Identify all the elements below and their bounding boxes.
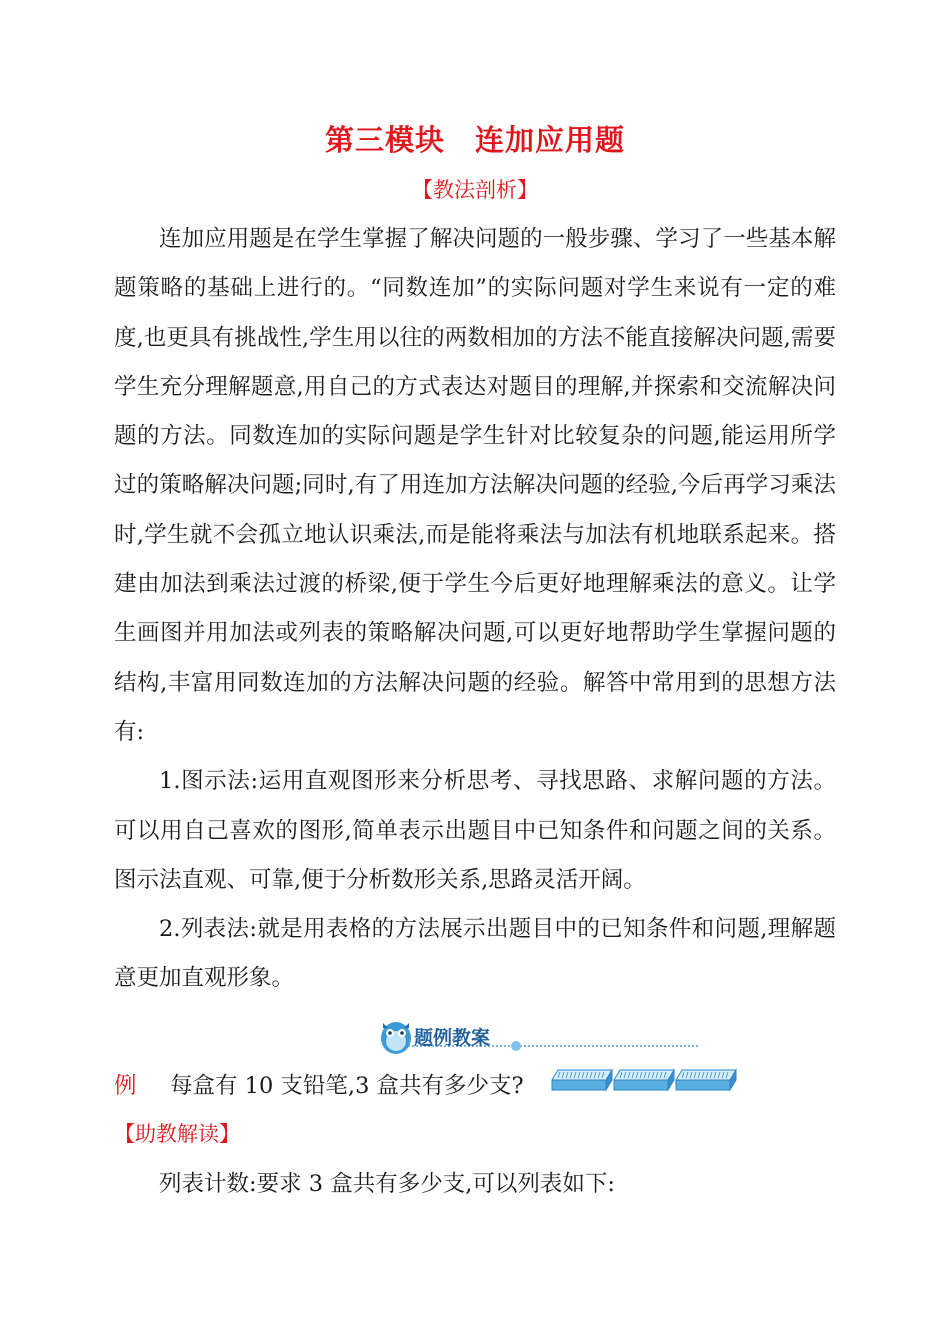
example-lesson-banner <box>376 1016 706 1062</box>
module-title: 第三模块 连加应用题 <box>324 123 625 157</box>
pencil-boxes-illustration <box>550 1066 740 1094</box>
example-question: 每盒有 10 支铅笔,3 盒共有多少支? <box>170 1073 524 1099</box>
banner-dot-icon <box>511 1041 521 1051</box>
teaching-analysis-heading: 【教法剖析】 <box>412 178 538 202</box>
method-graphic-paragraph: 1.图示法:运用直观图形来分析思考、寻找思路、求解问题的方法。可以用自己喜欢的图形,简单表示出题目中已知条件和问题之间的关系。图示法直观、可靠,便于分析数形关系,思路灵活开阔。 <box>114 768 836 893</box>
method-table-paragraph: 2.列表法:就是用表格的方法展示出题目中的已知条件和问题,理解题意更加直观形象。 <box>114 916 836 992</box>
pencil-box-icon <box>676 1070 736 1090</box>
helper-interpretation-heading: 【助教解读】 <box>114 1122 240 1146</box>
analysis-paragraph-1: 连加应用题是在学生掌握了解决问题的一般步骤、学习了一些基本解题策略的基础上进行的。“同数连加”的实际问题对学生来说有一定的难度,也更具有挑战性,学生用以往的两数相加的方法不能直接解决问题,需要学生充分理解题意,用自己的方式表达对题目的理解,并探索和交流解决问题的方法。同数连加的实际问题是学生针对比较复杂的问题,能运用所学过的策略解决问题;同时,有了用连加方法解决问题的经验,今后再学习乘法时,学生就不会孤立地认识乘法,而是能将乘法与加法有机地联系起来。搭建由加法到乘法过渡的桥梁,便于学生今后更好地理解乘法的意义。让学生画图并用加法或列表的策略解决问题,可以更好地帮助学生掌握问题的结构,丰富用同数连加的方法解决问题的经验。解答中常用到的思想方法有: <box>114 226 836 745</box>
owl-mascot-icon <box>381 1022 411 1054</box>
table-counting-text: 列表计数:要求 3 盒共有多少支,可以列表如下: <box>159 1171 615 1197</box>
pencil-box-icon <box>614 1070 674 1090</box>
example-label: 例 <box>114 1073 137 1099</box>
analysis-body <box>114 215 836 1004</box>
pencil-box-icon <box>552 1070 612 1090</box>
banner-label: 题例教案 <box>414 1027 491 1049</box>
